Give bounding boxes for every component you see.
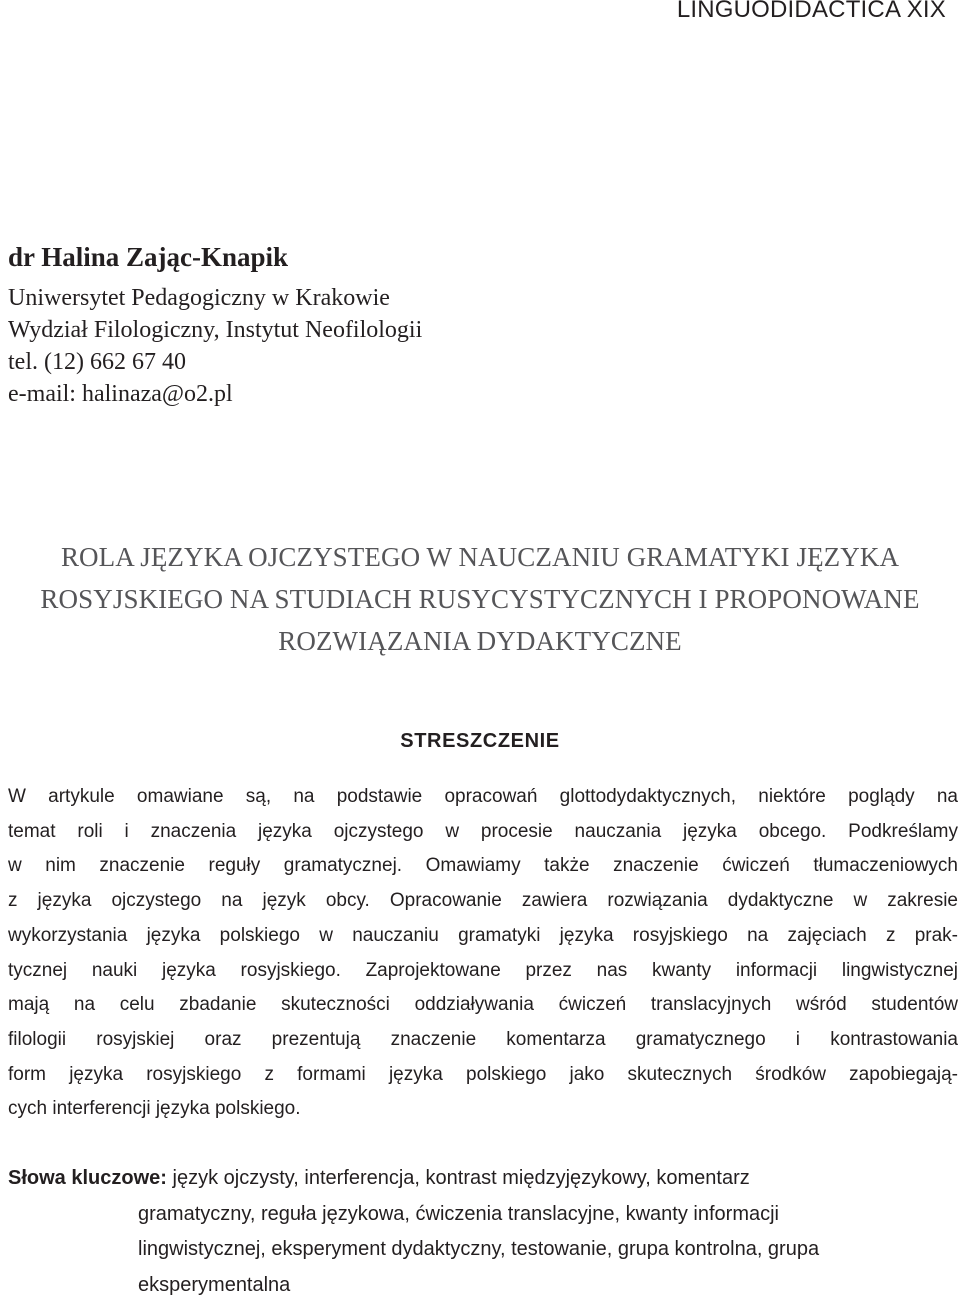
keywords-text: lingwistycznej, eksperyment dydaktyczny, testowanie, grupa kontrolna, grupa bbox=[138, 1232, 958, 1268]
title-line: ROLA JĘZYKA OJCZYSTEGO W NAUCZANIU GRAMATYKI JĘZYKA bbox=[0, 536, 960, 578]
keywords-first-line bbox=[8, 1161, 958, 1197]
title-line: ROSYJSKIEGO NA STUDIACH RUSYCYSTYCZNYCH I PROPONOWANE bbox=[0, 578, 960, 620]
abstract-line: filologii rosyjskiej oraz prezentują znaczenie komentarza gramatycznego i kontrastowania bbox=[8, 1023, 958, 1058]
title-line: ROZWIĄZANIA DYDAKTYCZNE bbox=[0, 620, 960, 662]
abstract-line: wykorzystania języka polskiego w nauczaniu gramatyki języka rosyjskiego na zajęciach z prak- bbox=[8, 919, 958, 954]
abstract-line: mają na celu zbadanie skuteczności oddziaływania ćwiczeń translacyjnych wśród studentów bbox=[8, 988, 958, 1023]
keywords-text: język ojczysty, interferencja, kontrast międzyjęzykowy, komentarz bbox=[173, 1167, 750, 1189]
abstract-line: cych interferencji języka polskiego. bbox=[8, 1092, 958, 1127]
affiliation-university: Uniwersytet Pedagogiczny w Krakowie bbox=[8, 282, 422, 314]
keywords-text: eksperymentalna bbox=[138, 1268, 958, 1303]
affiliation-phone: tel. (12) 662 67 40 bbox=[8, 346, 422, 378]
running-header: LINGUODIDACTICA XIX bbox=[677, 0, 946, 24]
abstract-line: temat roli i znaczenia języka ojczystego w procesie nauczania języka obcego. Podkreślamy bbox=[8, 815, 958, 850]
affiliation-department: Wydział Filologiczny, Instytut Neofilologii bbox=[8, 314, 422, 346]
keywords bbox=[8, 1161, 958, 1303]
abstract-line: W artykule omawiane są, na podstawie opracowań glottodydaktycznych, niektóre poglądy na bbox=[8, 780, 958, 815]
abstract-heading: STRESZCZENIE bbox=[0, 730, 960, 753]
abstract-line: z języka ojczystego na język obcy. Opracowanie zawiera rozwiązania dydaktyczne w zakresie bbox=[8, 884, 958, 919]
abstract-line: form języka rosyjskiego z formami języka polskiego jako skutecznych środków zapobiegają- bbox=[8, 1058, 958, 1093]
keywords-label: Słowa kluczowe: bbox=[8, 1167, 167, 1189]
keywords-text: gramatyczny, reguła językowa, ćwiczenia translacyjne, kwanty informacji bbox=[138, 1197, 958, 1233]
abstract-line: tycznej nauki języka rosyjskiego. Zaprojektowane przez nas kwanty informacji lingwistycznej bbox=[8, 954, 958, 989]
author-name: dr Halina Zając-Knapik bbox=[8, 240, 422, 274]
paper-title bbox=[0, 536, 960, 662]
author-block bbox=[8, 240, 422, 410]
abstract-body bbox=[8, 780, 958, 1127]
affiliation-email: e-mail: halinaza@o2.pl bbox=[8, 378, 422, 410]
abstract-line: w nim znaczenie reguły gramatycznej. Omawiamy także znaczenie ćwiczeń tłumaczeniowych bbox=[8, 849, 958, 884]
